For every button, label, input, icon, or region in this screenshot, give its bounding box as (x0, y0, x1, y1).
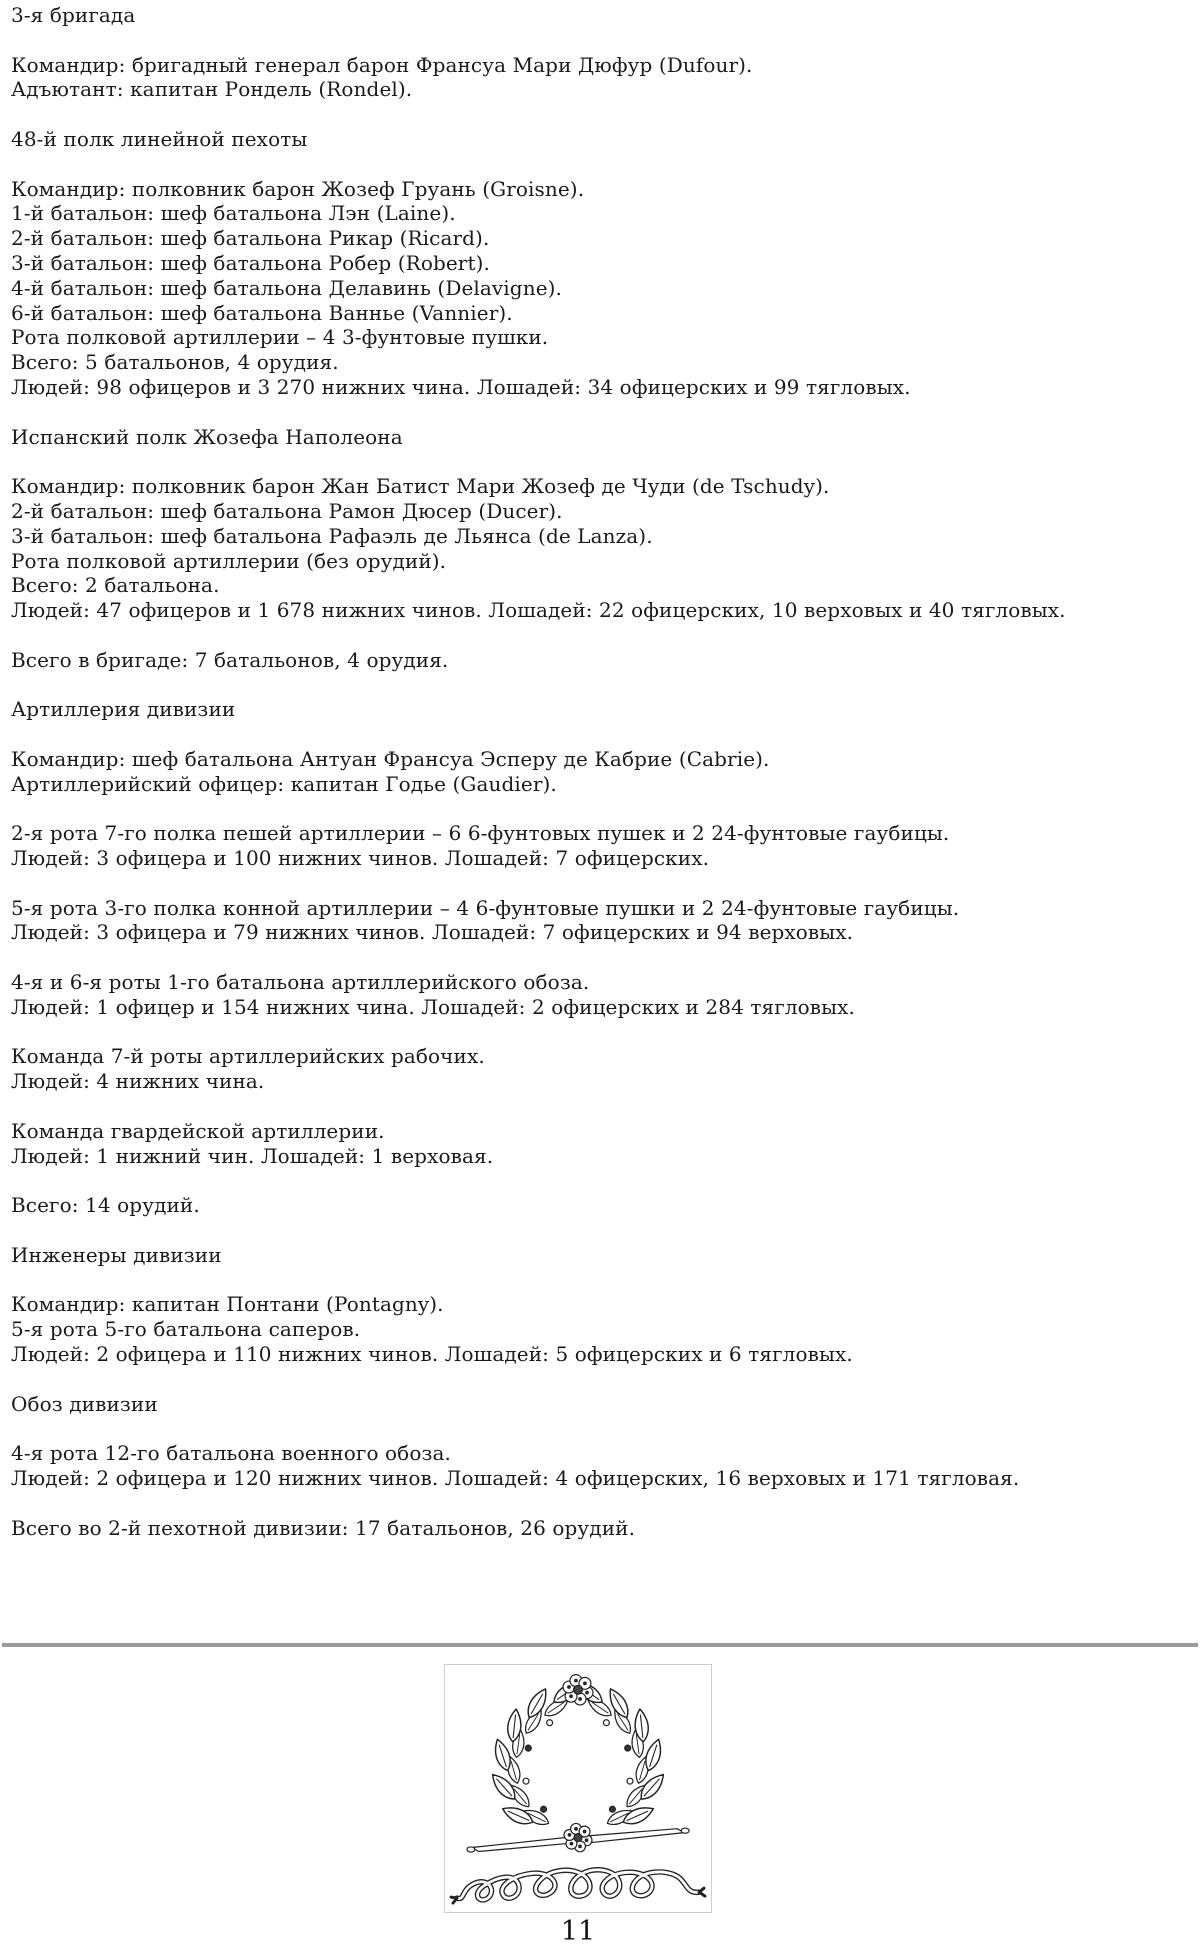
text-line: Инженеры дивизии (11, 1242, 222, 1267)
wreath-bottom-rosette (564, 1823, 592, 1851)
text-line: Всего: 5 батальонов, 4 орудия. (11, 350, 339, 375)
text-line: 3-я бригада (11, 3, 136, 27)
text-line: Команда 7-й роты артиллерийских рабочих. (11, 1044, 485, 1069)
text-line: Командир: полковник барон Жан Батист Мари Жозеф де Чуди (de Tschudy). (11, 474, 830, 499)
text-line: 6-й батальон: шеф батальона Ваннье (Vannier). (11, 300, 513, 325)
text-line: 48-й полк линейной пехоты (11, 126, 308, 151)
text-line: 5-я рота 3-го полка конной артиллерии – 4 6-фунтовые пушки и 2 24-фунтовые гаубицы. (11, 895, 960, 920)
paragraph (11, 896, 1192, 946)
text-line: Людей: 3 офицера и 100 нижних чинов. Лошадей: 7 офицерских. (11, 846, 710, 871)
wreath-ribbon (451, 1870, 705, 1903)
paragraph (11, 1119, 1192, 1169)
text-line: 2-й батальон: шеф батальона Рамон Дюсер (Ducer). (11, 498, 563, 523)
section-heading (11, 127, 1192, 152)
text-line: Артиллерия дивизии (11, 697, 236, 722)
text-line: Командир: полковник барон Жозеф Груань (Groisne). (11, 176, 585, 201)
section-heading (11, 425, 1192, 450)
footer-divider (2, 1643, 1198, 1647)
text-line: 5-я рота 5-го батальона саперов. (11, 1317, 361, 1342)
section-heading (11, 3, 1192, 28)
text-line: Людей: 2 офицера и 110 нижних чинов. Лошадей: 5 офицерских и 6 тягловых. (11, 1342, 853, 1367)
text-line: Людей: 1 офицер и 154 нижних чина. Лошадей: 2 офицерских и 284 тягловых. (11, 994, 855, 1019)
section-heading (11, 1243, 1192, 1268)
paragraph (11, 1292, 1192, 1366)
paragraph (11, 1441, 1192, 1491)
text-line: 2-я рота 7-го полка пешей артиллерии – 6 6-фунтовых пушек и 2 24-фунтовые гаубицы. (11, 821, 950, 846)
text-line: Всего: 14 орудий. (11, 1193, 200, 1218)
text-line: Всего: 2 батальона. (11, 573, 220, 598)
text-line: Обоз дивизии (11, 1391, 158, 1416)
section-heading (11, 697, 1192, 722)
text-line: 2-й батальон: шеф батальона Рикар (Ricard). (11, 226, 490, 251)
text-line: Людей: 3 офицера и 79 нижних чинов. Лошадей: 7 офицерских и 94 верховых. (11, 920, 854, 945)
text-line: Рота полковой артиллерии – 4 3-фунтовые пушки. (11, 325, 549, 350)
paragraph (11, 474, 1192, 623)
section-heading (11, 1392, 1192, 1417)
text-line: 4-я рота 12-го батальона военного обоза. (11, 1441, 451, 1466)
paragraph (11, 747, 1192, 797)
paragraph (11, 177, 1192, 400)
paragraph (11, 53, 1192, 103)
text-line: 1-й батальон: шеф батальона Лэн (Laine). (11, 201, 456, 226)
text-line: 3-й батальон: шеф батальона Рафаэль де Льянса (de Lanza). (11, 523, 653, 548)
paragraph (11, 1193, 1192, 1218)
page-number: 11 (560, 1916, 596, 1947)
text-line: 3-й батальон: шеф батальона Робер (Robert). (11, 250, 490, 275)
text-line: Рота полковой артиллерии (без орудий). (11, 548, 447, 573)
text-line: Людей: 47 офицеров и 1 678 нижних чинов. Лошадей: 22 офицерских, 10 верховых и 40 тягловых. (11, 598, 1066, 623)
paragraph (11, 821, 1192, 871)
paragraph (11, 1516, 1192, 1541)
text-line: 4-й батальон: шеф батальона Делавинь (Delavigne). (11, 275, 562, 300)
paragraph (11, 648, 1192, 673)
text-line: Всего во 2-й пехотной дивизии: 17 батальонов, 26 орудий. (11, 1515, 636, 1540)
text-line: 4-я и 6-я роты 1-го батальона артиллерийского обоза. (11, 970, 590, 995)
text-line: Людей: 1 нижний чин. Лошадей: 1 верховая. (11, 1143, 494, 1168)
footer-figure-plate (444, 1664, 712, 1913)
order-of-battle-text (11, 3, 1192, 1565)
text-line: Командир: шеф батальона Антуан Франсуа Эсперу де Кабрие (Cabrie). (11, 746, 770, 771)
paragraph (11, 1044, 1192, 1094)
text-line: Командир: бригадный генерал барон Франсуа Мари Дюфур (Dufour). (11, 52, 753, 77)
text-line: Артиллерийский офицер: капитан Годье (Gaudier). (11, 771, 557, 796)
text-line: Адъютант: капитан Рондель (Rondel). (11, 77, 413, 102)
text-line: Команда гвардейской артиллерии. (11, 1118, 385, 1143)
text-line: Командир: капитан Понтани (Pontagny). (11, 1292, 444, 1317)
text-line: Людей: 98 офицеров и 3 270 нижних чина. Лошадей: 34 офицерских и 99 тягловых. (11, 374, 911, 399)
text-line: Людей: 4 нижних чина. (11, 1069, 265, 1094)
text-line: Людей: 2 офицера и 120 нижних чинов. Лошадей: 4 офицерских, 16 верховых и 171 тягловая. (11, 1466, 1020, 1491)
laurel-wreath-icon (445, 1665, 711, 1912)
paragraph (11, 970, 1192, 1020)
text-line: Испанский полк Жозефа Наполеона (11, 424, 403, 449)
wreath-berries (523, 1720, 633, 1812)
text-line: Всего в бригаде: 7 батальонов, 4 орудия. (11, 647, 449, 672)
